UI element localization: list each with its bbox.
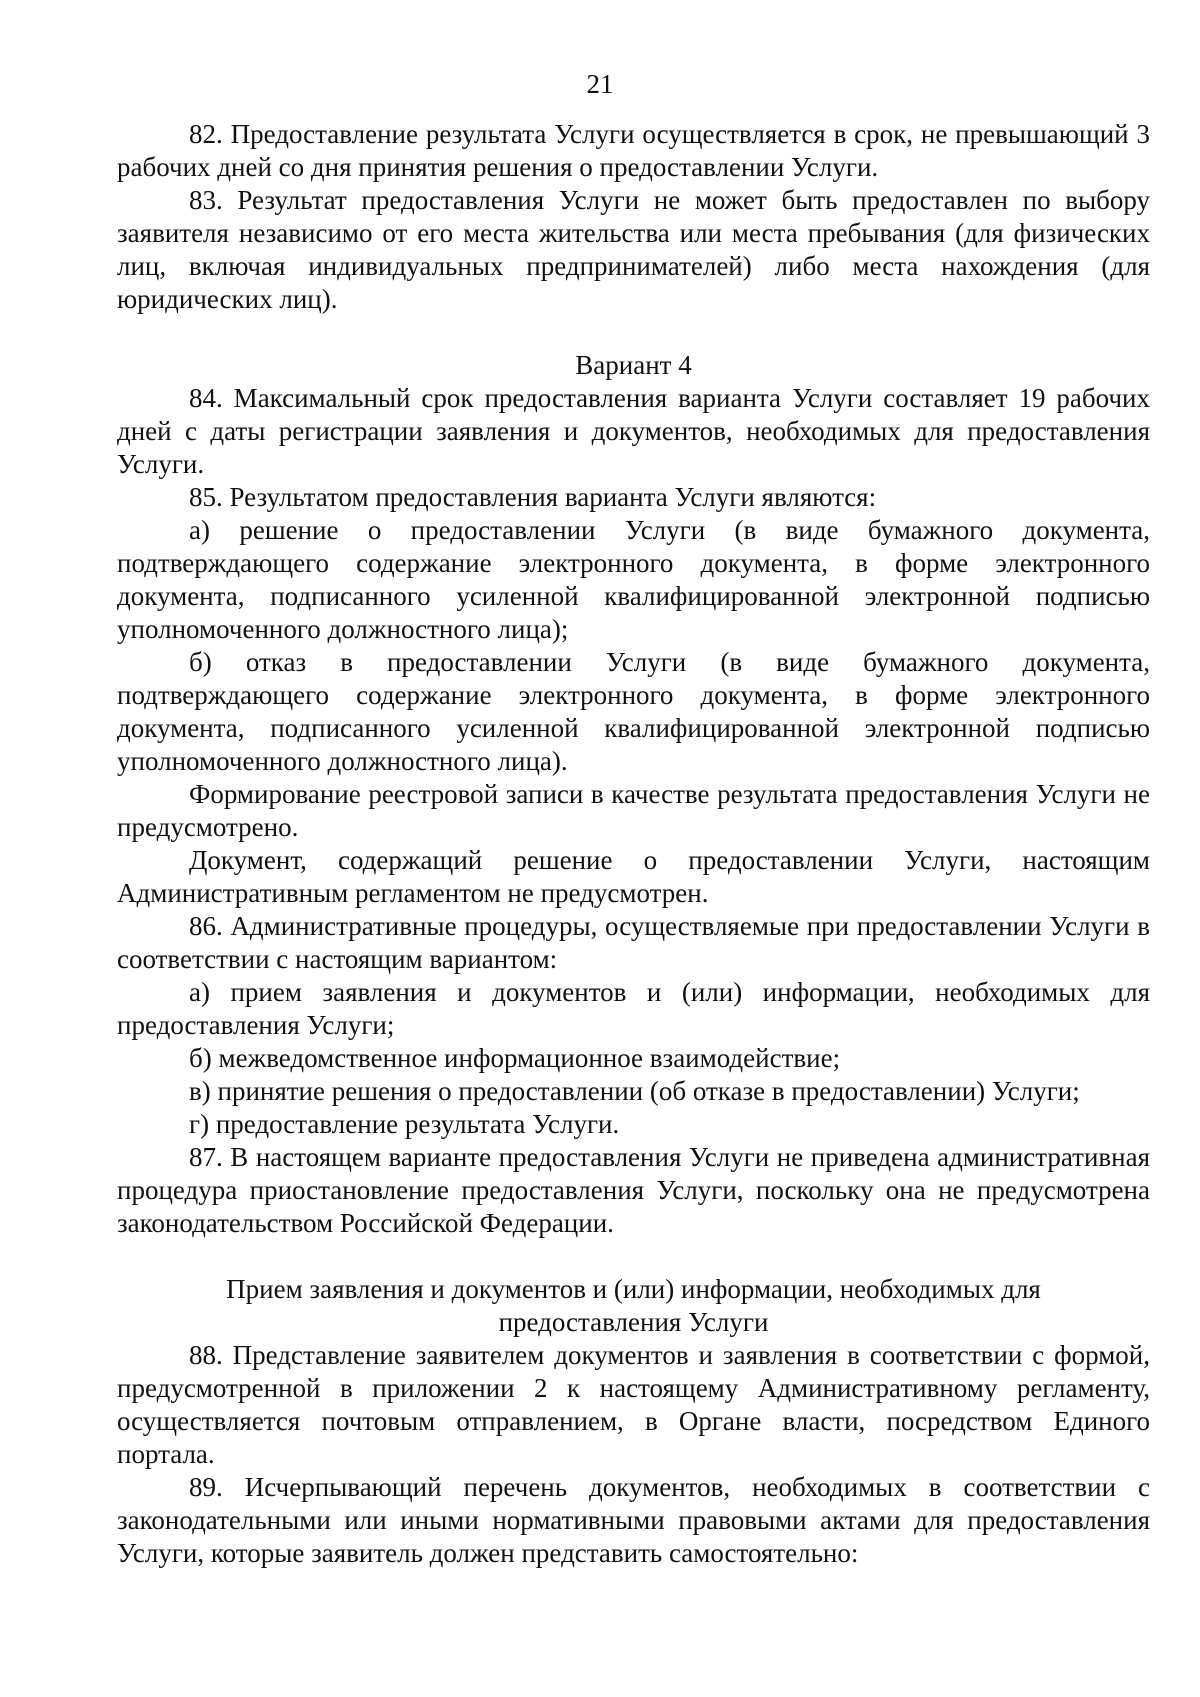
paragraph-85-item-b: б) отказ в предоставлении Услуги (в виде бумажного документа, подтверждающего содержание электронного документа, в форме электронного документа, подписанного усиленной квалифицированной электронной подписью уполномоченного должностного лица). [117,647,1150,776]
paragraph-86: 86. Административные процедуры, осуществляемые при предоставлении Услуги в соответствии с настоящим вариантом: [117,911,1150,974]
paragraph-83: 83. Результат предоставления Услуги не может быть предоставлен по выбору заявителя независимо от его места жительства или места пребывания (для физических лиц, включая индивидуальных предпринимателей) либо места нахождения (для юридических лиц). [117,185,1150,314]
paragraph-89: 89. Исчерпывающий перечень документов, необходимых в соответствии с законодательными или иными нормативными правовыми актами для предоставления Услуги, которые заявитель должен представить самостоятельно: [117,1472,1150,1568]
section-heading-reception-line-2: предоставления Услуги [498,1307,769,1337]
paragraph-85: 85. Результатом предоставления варианта Услуги являются: [189,482,877,512]
paragraph-86-item-b: б) межведомственное информационное взаимодействие; [189,1043,841,1073]
paragraph-88: 88. Представление заявителем документов и заявления в соответствии с формой, предусмотренной в приложении 2 к настоящему Административному регламенту, осуществляется почтовым отправлением, в Органе власти, посредством Единого портала. [117,1340,1150,1469]
paragraph-registry-record: Формирование реестровой записи в качестве результата предоставления Услуги не предусмотрено. [117,779,1150,842]
page-number: 21 [586,69,614,99]
paragraph-86-item-a: а) прием заявления и документов и (или) информации, необходимых для предоставления Услуги; [117,977,1150,1040]
paragraph-87: 87. В настоящем варианте предоставления Услуги не приведена административная процедура приостановление предоставления Услуги, поскольку она не предусмотрена законодательством Российской Федерации. [117,1142,1150,1238]
section-heading-variant-4: Вариант 4 [575,350,692,380]
section-heading-reception-line-1: Прием заявления и документов и (или) информации, необходимых для [226,1274,1041,1304]
paragraph-decision-document: Документ, содержащий решение о предоставлении Услуги, настоящим Административным регламентом не предусмотрен. [117,845,1150,908]
paragraph-82: 82. Предоставление результата Услуги осуществляется в срок, не превышающий 3 рабочих дней со дня принятия решения о предоставлении Услуги. [117,119,1150,182]
paragraph-86-item-c: в) принятие решения о предоставлении (об отказе в предоставлении) Услуги; [189,1076,1080,1106]
paragraph-84: 84. Максимальный срок предоставления варианта Услуги составляет 19 рабочих дней с даты регистрации заявления и документов, необходимых для предоставления Услуги. [117,383,1150,479]
paragraph-85-item-a: а) решение о предоставлении Услуги (в виде бумажного документа, подтверждающего содержание электронного документа, в форме электронного документа, подписанного усиленной квалифицированной электронной подписью уполномоченного должностного лица); [117,515,1150,644]
paragraph-86-item-d: г) предоставление результата Услуги. [189,1109,620,1139]
document-body [117,118,1150,1570]
